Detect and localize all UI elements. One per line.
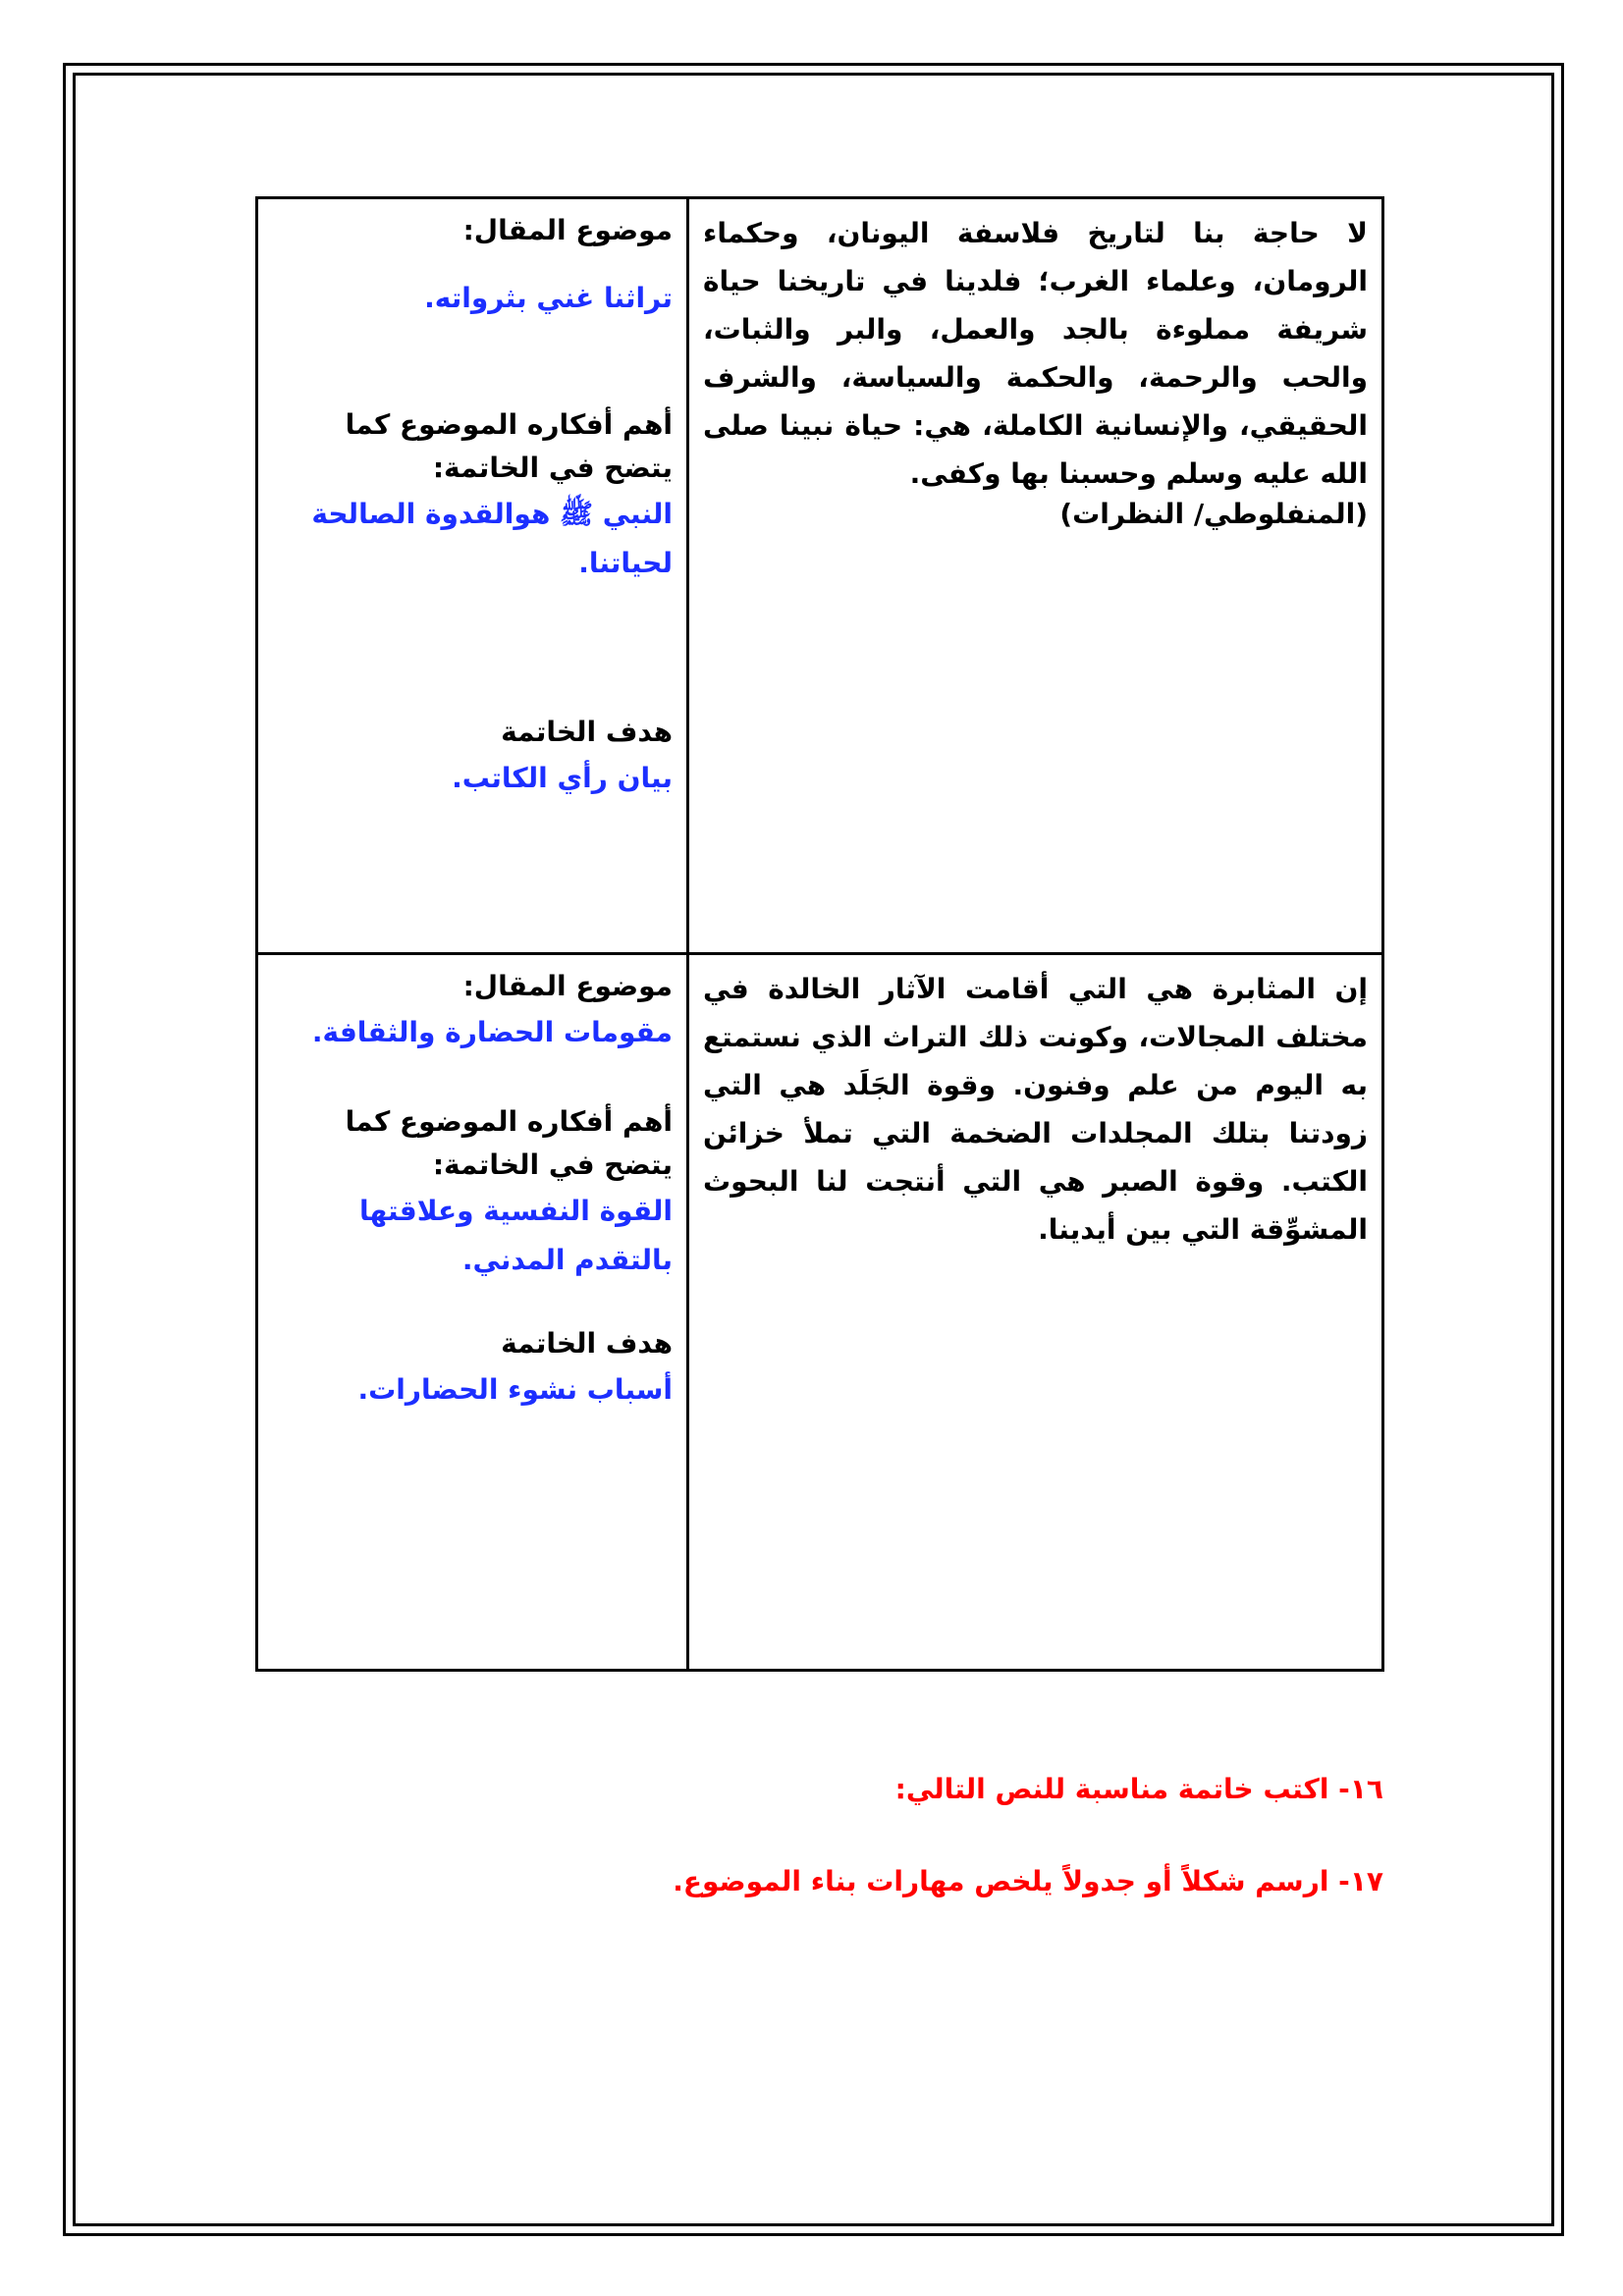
question-17: ١٧- ارسم شكلاً أو جدولاً يلخص مهارات بناء الموضوع. — [673, 1865, 1383, 1897]
topic-answer: تراثنا غني بثرواته. — [424, 282, 673, 314]
passage-cell — [688, 954, 1383, 1671]
ideas-label: أهم أفكاره الموضوع كما يتضح في الخاتمة: — [345, 408, 673, 484]
analysis-cell — [257, 954, 688, 1671]
ideas-answer: النبي ﷺ هوالقدوة الصالحة لحياتنا. — [311, 498, 673, 579]
goal-answer: أسباب نشوء الحضارات. — [357, 1373, 673, 1406]
exercise-table — [255, 196, 1384, 1672]
passage-cell — [688, 198, 1383, 954]
passage-source: (المنفلوطي/ النظرات) — [1059, 498, 1368, 530]
goal-label: هدف الخاتمة — [501, 1327, 673, 1360]
ideas-label: أهم أفكاره الموضوع كما يتضح في الخاتمة: — [345, 1105, 673, 1181]
topic-answer: مقومات الحضارة والثقافة. — [311, 1016, 673, 1048]
table-row — [257, 954, 1383, 1671]
passage-text: إن المثابرة هي التي أقامت الآثار الخالدة في مختلف المجالات، وكونت ذلك التراث الذي نستمتع به اليوم من علم وفنون. وقوة الجَلَد هي التي زودتنا بتلك المجلدات الضخمة التي تملأ خزائن الكتب. وقوة الصبر هي التي أنتجت لنا البحوث المشوِّقة التي بين أيدينا. — [703, 973, 1368, 1246]
goal-label: هدف الخاتمة — [501, 716, 673, 748]
question-16: ١٦- اكتب خاتمة مناسبة للنص التالي: — [894, 1773, 1383, 1805]
analysis-cell — [257, 198, 688, 954]
table-row — [257, 198, 1383, 954]
topic-label: موضوع المقال: — [462, 214, 673, 246]
ideas-answer: القوة النفسية وعلاقتها بالتقدم المدني. — [359, 1195, 673, 1276]
goal-answer: بيان رأي الكاتب. — [452, 762, 673, 794]
passage-text: لا حاجة بنا لتاريخ فلاسفة اليونان، وحكماء الرومان، وعلماء الغرب؛ فلدينا في تاريخنا حياة شريفة مملوءة بالجد والعمل، والبر والثبات، والحب والرحمة، والحكمة والسياسة، والشرف الحقيقي، والإنسانية الكاملة، هي: حياة نبينا صلى الله عليه وسلم وحسبنا بها وكفى. — [703, 217, 1368, 490]
topic-label: موضوع المقال: — [462, 970, 673, 1002]
